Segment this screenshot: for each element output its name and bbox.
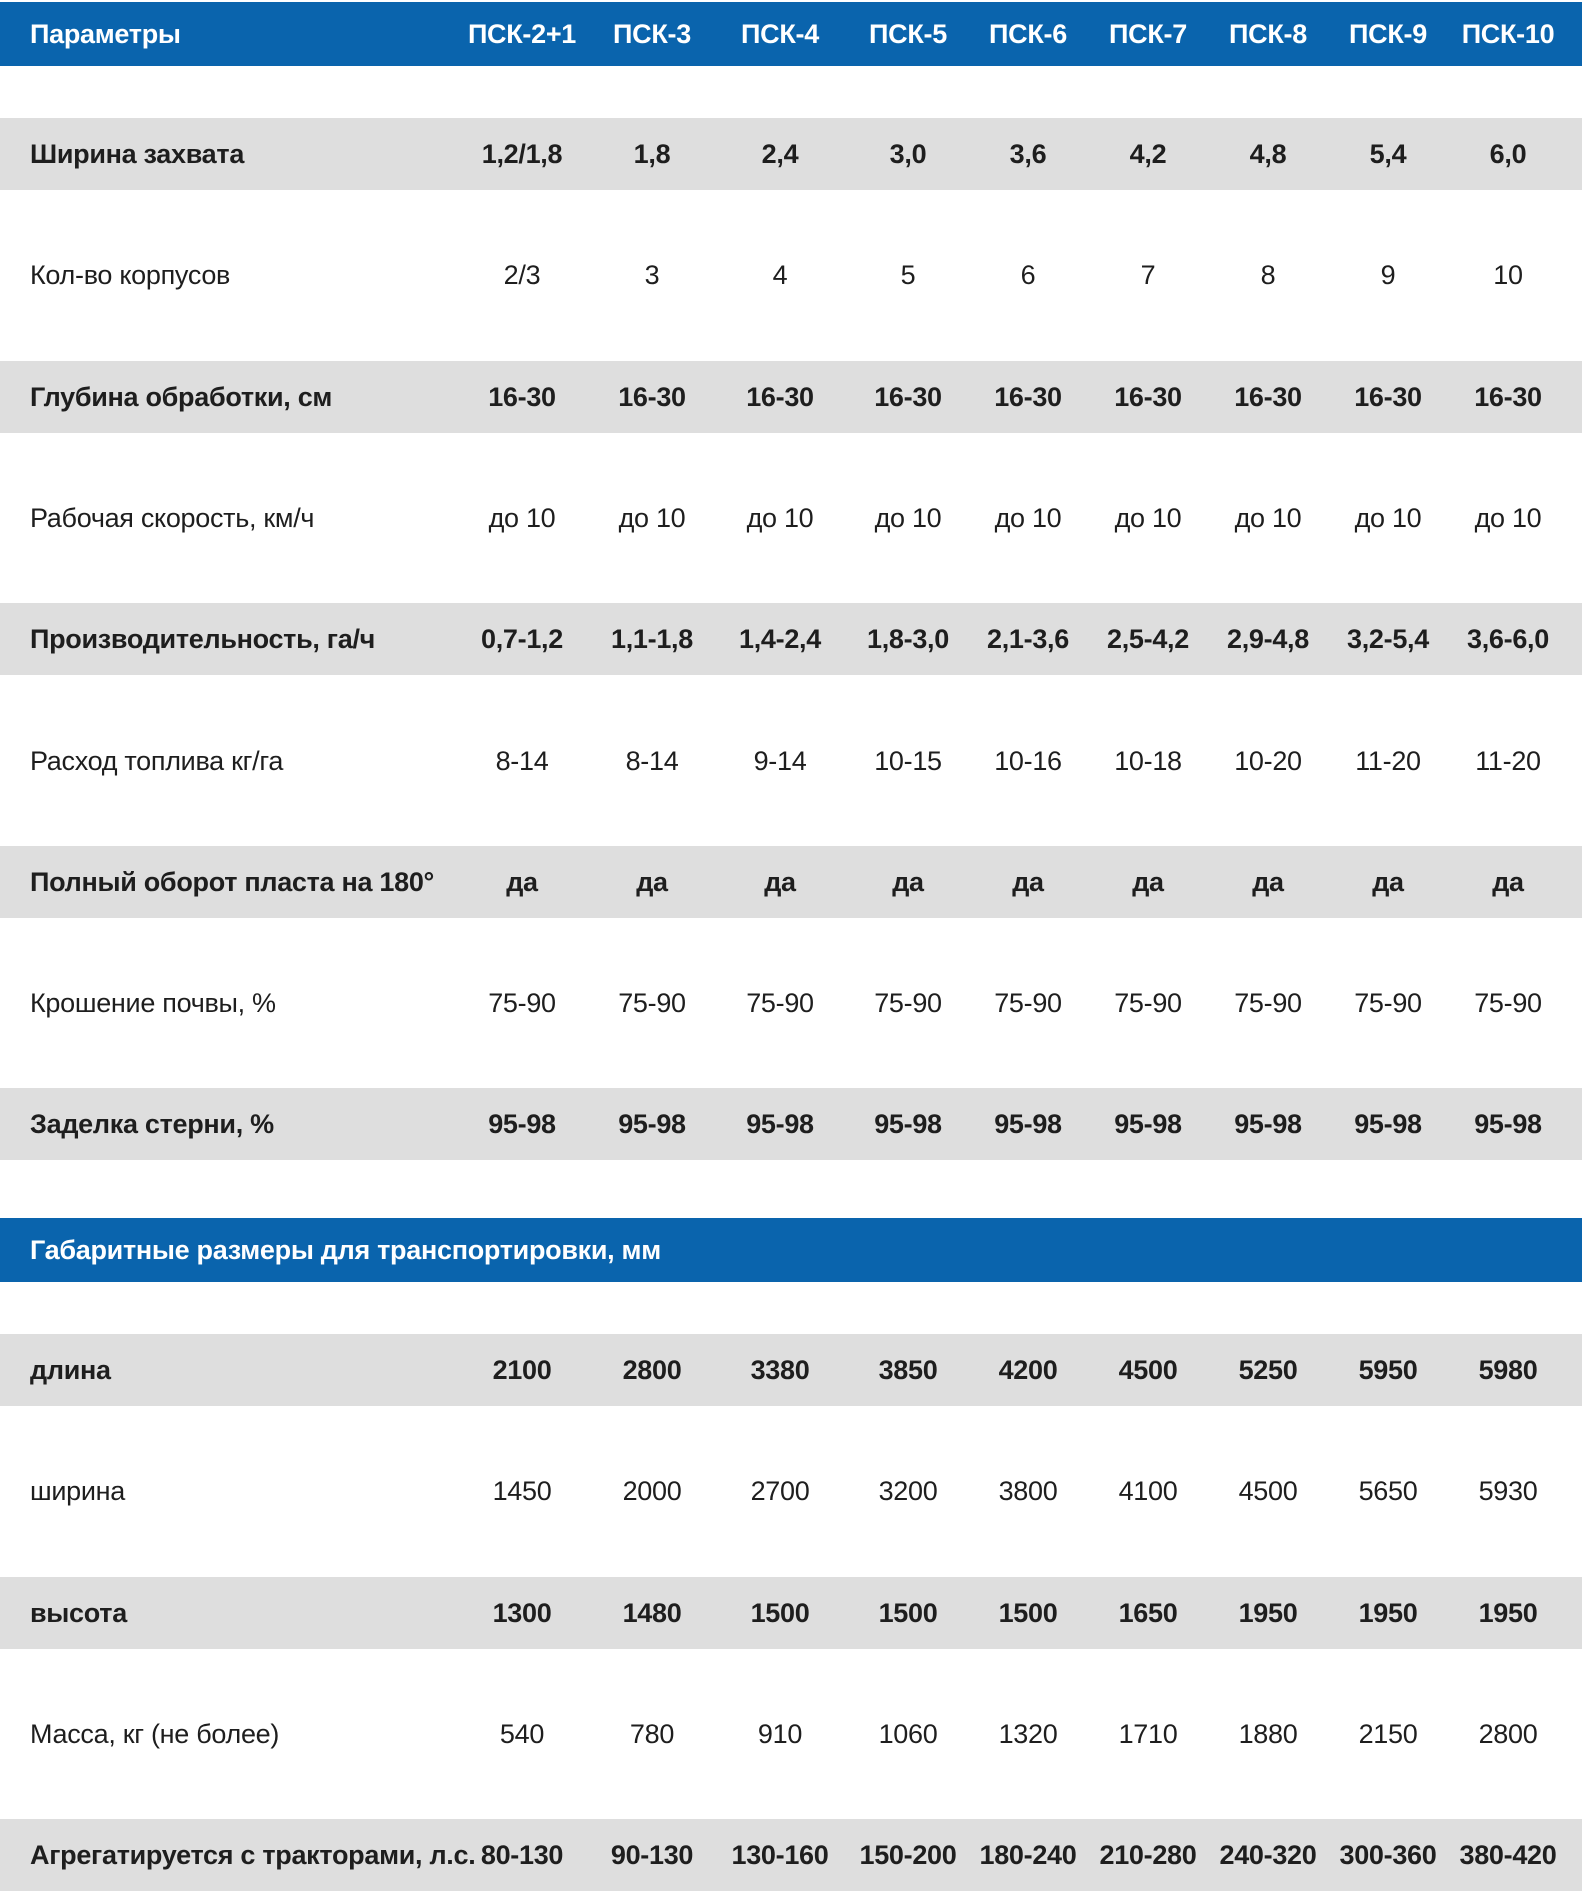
row-value: 300-360 bbox=[1339, 1839, 1437, 1870]
table-row bbox=[0, 361, 1582, 433]
row-value: до 10 bbox=[874, 502, 942, 533]
table-row bbox=[0, 1455, 1582, 1527]
model-column-header: ПСК-9 bbox=[1349, 18, 1427, 49]
row-value: 8-14 bbox=[495, 745, 549, 776]
row-value: 150-200 bbox=[859, 1839, 957, 1870]
row-value: 2/3 bbox=[503, 259, 541, 290]
row-value: 4500 bbox=[1238, 1475, 1298, 1506]
table-row bbox=[0, 846, 1582, 918]
row-value: 4100 bbox=[1118, 1475, 1178, 1506]
table-row bbox=[0, 967, 1582, 1039]
row-value: 4,8 bbox=[1249, 138, 1287, 169]
row-value: 130-160 bbox=[731, 1839, 829, 1870]
row-value: 95-98 bbox=[994, 1108, 1062, 1139]
row-value: 10-16 bbox=[994, 745, 1062, 776]
row-value: до 10 bbox=[1354, 502, 1422, 533]
row-value: 11-20 bbox=[1475, 745, 1541, 776]
row-value: 3380 bbox=[750, 1354, 810, 1385]
row-value: 380-420 bbox=[1459, 1839, 1557, 1870]
row-value: 9 bbox=[1380, 259, 1396, 290]
row-value: до 10 bbox=[488, 502, 556, 533]
row-value: 240-320 bbox=[1219, 1839, 1317, 1870]
row-value: 1880 bbox=[1238, 1718, 1298, 1749]
model-column-header: ПСК-10 bbox=[1461, 18, 1555, 49]
row-value: до 10 bbox=[1474, 502, 1542, 533]
row-value: 75-90 bbox=[1114, 987, 1182, 1018]
row-value: 10-18 bbox=[1114, 745, 1182, 776]
row-value: 2100 bbox=[492, 1354, 552, 1385]
row-value: 3200 bbox=[878, 1475, 938, 1506]
model-column-header: ПСК-4 bbox=[741, 18, 819, 49]
row-value: 5,4 bbox=[1369, 138, 1407, 169]
row-value: да bbox=[892, 866, 924, 897]
row-value: да bbox=[1132, 866, 1164, 897]
row-value: 16-30 bbox=[746, 381, 814, 412]
row-value: 10-15 bbox=[874, 745, 942, 776]
row-value: 0,7-1,2 bbox=[481, 623, 563, 654]
row-value: до 10 bbox=[994, 502, 1062, 533]
row-label: ширина bbox=[30, 1475, 125, 1506]
row-value: 75-90 bbox=[994, 987, 1062, 1018]
row-value: 1060 bbox=[878, 1718, 938, 1749]
row-value: 780 bbox=[629, 1718, 675, 1749]
table-row bbox=[0, 239, 1582, 311]
row-value: 5650 bbox=[1358, 1475, 1418, 1506]
row-value: да bbox=[1252, 866, 1284, 897]
row-value: 75-90 bbox=[1474, 987, 1542, 1018]
row-value: 4,2 bbox=[1129, 138, 1167, 169]
row-value: 6 bbox=[1020, 259, 1036, 290]
row-value: 16-30 bbox=[1114, 381, 1182, 412]
row-value: 75-90 bbox=[1354, 987, 1422, 1018]
row-value: 2150 bbox=[1358, 1718, 1418, 1749]
row-label: Ширина захвата bbox=[30, 138, 245, 169]
row-value: 2000 bbox=[622, 1475, 682, 1506]
row-value: да bbox=[506, 866, 538, 897]
row-value: 1950 bbox=[1358, 1597, 1418, 1628]
table-row bbox=[0, 603, 1582, 675]
row-value: 1500 bbox=[998, 1597, 1058, 1628]
row-value: 95-98 bbox=[874, 1108, 942, 1139]
table-row bbox=[0, 1334, 1582, 1406]
table-row bbox=[0, 482, 1582, 554]
row-value: 95-98 bbox=[1474, 1108, 1542, 1139]
row-value: 75-90 bbox=[488, 987, 556, 1018]
row-value: 16-30 bbox=[618, 381, 686, 412]
row-label: Производительность, га/ч bbox=[30, 623, 376, 654]
row-label: Агрегатируется с тракторами, л.с. bbox=[30, 1839, 476, 1870]
row-value: 1950 bbox=[1238, 1597, 1298, 1628]
row-value: 16-30 bbox=[1234, 381, 1302, 412]
row-value: да bbox=[636, 866, 668, 897]
row-value: 95-98 bbox=[1354, 1108, 1422, 1139]
model-column-header: ПСК-7 bbox=[1109, 18, 1187, 49]
table-row bbox=[0, 725, 1582, 797]
row-value: 1480 bbox=[622, 1597, 682, 1628]
table-header-dimensions bbox=[0, 1218, 1582, 1282]
row-value: 10-20 bbox=[1234, 745, 1302, 776]
row-value: 1,1-1,8 bbox=[611, 623, 693, 654]
row-value: 1450 bbox=[492, 1475, 552, 1506]
row-value: 3,0 bbox=[889, 138, 927, 169]
row-label: Расход топлива кг/га bbox=[30, 745, 284, 776]
row-value: 1650 bbox=[1118, 1597, 1178, 1628]
row-value: до 10 bbox=[1234, 502, 1302, 533]
row-value: 2,4 bbox=[761, 138, 799, 169]
row-label: Масса, кг (не более) bbox=[30, 1718, 280, 1749]
row-value: 8 bbox=[1260, 259, 1276, 290]
row-value: до 10 bbox=[618, 502, 686, 533]
row-value: 1300 bbox=[492, 1597, 552, 1628]
row-value: 16-30 bbox=[1354, 381, 1422, 412]
model-column-header: ПСК-3 bbox=[613, 18, 691, 49]
row-value: 16-30 bbox=[1474, 381, 1542, 412]
row-value: 16-30 bbox=[874, 381, 942, 412]
row-value: 75-90 bbox=[1234, 987, 1302, 1018]
row-value: 5930 bbox=[1478, 1475, 1538, 1506]
row-value: 1500 bbox=[878, 1597, 938, 1628]
row-value: 75-90 bbox=[874, 987, 942, 1018]
row-value: 1710 bbox=[1118, 1718, 1178, 1749]
row-label: Рабочая скорость, км/ч bbox=[30, 502, 315, 533]
row-value: 95-98 bbox=[618, 1108, 686, 1139]
row-value: 540 bbox=[499, 1718, 545, 1749]
row-value: да bbox=[1492, 866, 1524, 897]
row-value: 3800 bbox=[998, 1475, 1058, 1506]
row-value: 95-98 bbox=[1234, 1108, 1302, 1139]
row-value: 3 bbox=[644, 259, 660, 290]
header-label: Параметры bbox=[30, 18, 181, 49]
row-value: 3,6 bbox=[1009, 138, 1047, 169]
row-value: 1500 bbox=[750, 1597, 810, 1628]
table-header-parameters bbox=[0, 2, 1582, 66]
row-label: Кол-во корпусов bbox=[30, 259, 231, 290]
model-column-header: ПСК-2+1 bbox=[467, 18, 577, 49]
row-value: 2,1-3,6 bbox=[987, 623, 1069, 654]
row-value: 4 bbox=[772, 259, 788, 290]
row-value: 16-30 bbox=[488, 381, 556, 412]
row-value: 90-130 bbox=[610, 1839, 694, 1870]
row-value: да bbox=[764, 866, 796, 897]
model-column-header: ПСК-5 bbox=[869, 18, 947, 49]
row-value: 9-14 bbox=[753, 745, 807, 776]
table-row bbox=[0, 118, 1582, 190]
row-value: 16-30 bbox=[994, 381, 1062, 412]
row-label: Глубина обработки, см bbox=[30, 381, 333, 412]
row-value: 4500 bbox=[1118, 1354, 1178, 1385]
row-value: 3,6-6,0 bbox=[1467, 623, 1549, 654]
row-value: до 10 bbox=[1114, 502, 1182, 533]
row-label: Полный оборот пласта на 180° bbox=[30, 866, 435, 897]
row-value: 75-90 bbox=[746, 987, 814, 1018]
row-value: 910 bbox=[757, 1718, 803, 1749]
table-row bbox=[0, 1577, 1582, 1649]
row-value: 5980 bbox=[1478, 1354, 1538, 1385]
row-value: 80-130 bbox=[480, 1839, 564, 1870]
table-row bbox=[0, 1698, 1582, 1770]
row-value: 1,8-3,0 bbox=[867, 623, 949, 654]
row-value: 95-98 bbox=[488, 1108, 556, 1139]
row-value: 7 bbox=[1140, 259, 1156, 290]
row-label: Заделка стерни, % bbox=[30, 1108, 274, 1139]
row-value: 2800 bbox=[622, 1354, 682, 1385]
row-value: 95-98 bbox=[1114, 1108, 1182, 1139]
row-label: длина bbox=[30, 1354, 111, 1385]
row-value: 180-240 bbox=[979, 1839, 1077, 1870]
row-value: 2,9-4,8 bbox=[1227, 623, 1309, 654]
row-label: Крошение почвы, % bbox=[30, 987, 276, 1018]
row-value: 3850 bbox=[878, 1354, 938, 1385]
row-value: 10 bbox=[1493, 259, 1523, 290]
table-row bbox=[0, 1819, 1582, 1891]
row-value: до 10 bbox=[746, 502, 814, 533]
row-value: 95-98 bbox=[746, 1108, 814, 1139]
row-value: да bbox=[1012, 866, 1044, 897]
table-row bbox=[0, 1088, 1582, 1160]
row-value: 1320 bbox=[998, 1718, 1058, 1749]
row-label: высота bbox=[30, 1597, 127, 1628]
row-value: 8-14 bbox=[625, 745, 679, 776]
row-value: 210-280 bbox=[1099, 1839, 1197, 1870]
row-value: 2700 bbox=[750, 1475, 810, 1506]
row-value: 75-90 bbox=[618, 987, 686, 1018]
row-value: 11-20 bbox=[1355, 745, 1421, 776]
row-value: 1,4-2,4 bbox=[739, 623, 821, 654]
row-value: 2800 bbox=[1478, 1718, 1538, 1749]
row-value: 5 bbox=[900, 259, 916, 290]
row-value: 1950 bbox=[1478, 1597, 1538, 1628]
row-value: 4200 bbox=[998, 1354, 1058, 1385]
row-value: 3,2-5,4 bbox=[1347, 623, 1429, 654]
row-value: 6,0 bbox=[1489, 138, 1527, 169]
row-value: 2,5-4,2 bbox=[1107, 623, 1189, 654]
row-value: 1,8 bbox=[633, 138, 671, 169]
model-column-header: ПСК-8 bbox=[1229, 18, 1307, 49]
row-value: 5950 bbox=[1358, 1354, 1418, 1385]
header-label: Габаритные размеры для транспортировки, мм bbox=[30, 1234, 661, 1265]
row-value: 5250 bbox=[1238, 1354, 1298, 1385]
model-column-header: ПСК-6 bbox=[989, 18, 1067, 49]
row-value: 1,2/1,8 bbox=[481, 138, 563, 169]
row-value: да bbox=[1372, 866, 1404, 897]
